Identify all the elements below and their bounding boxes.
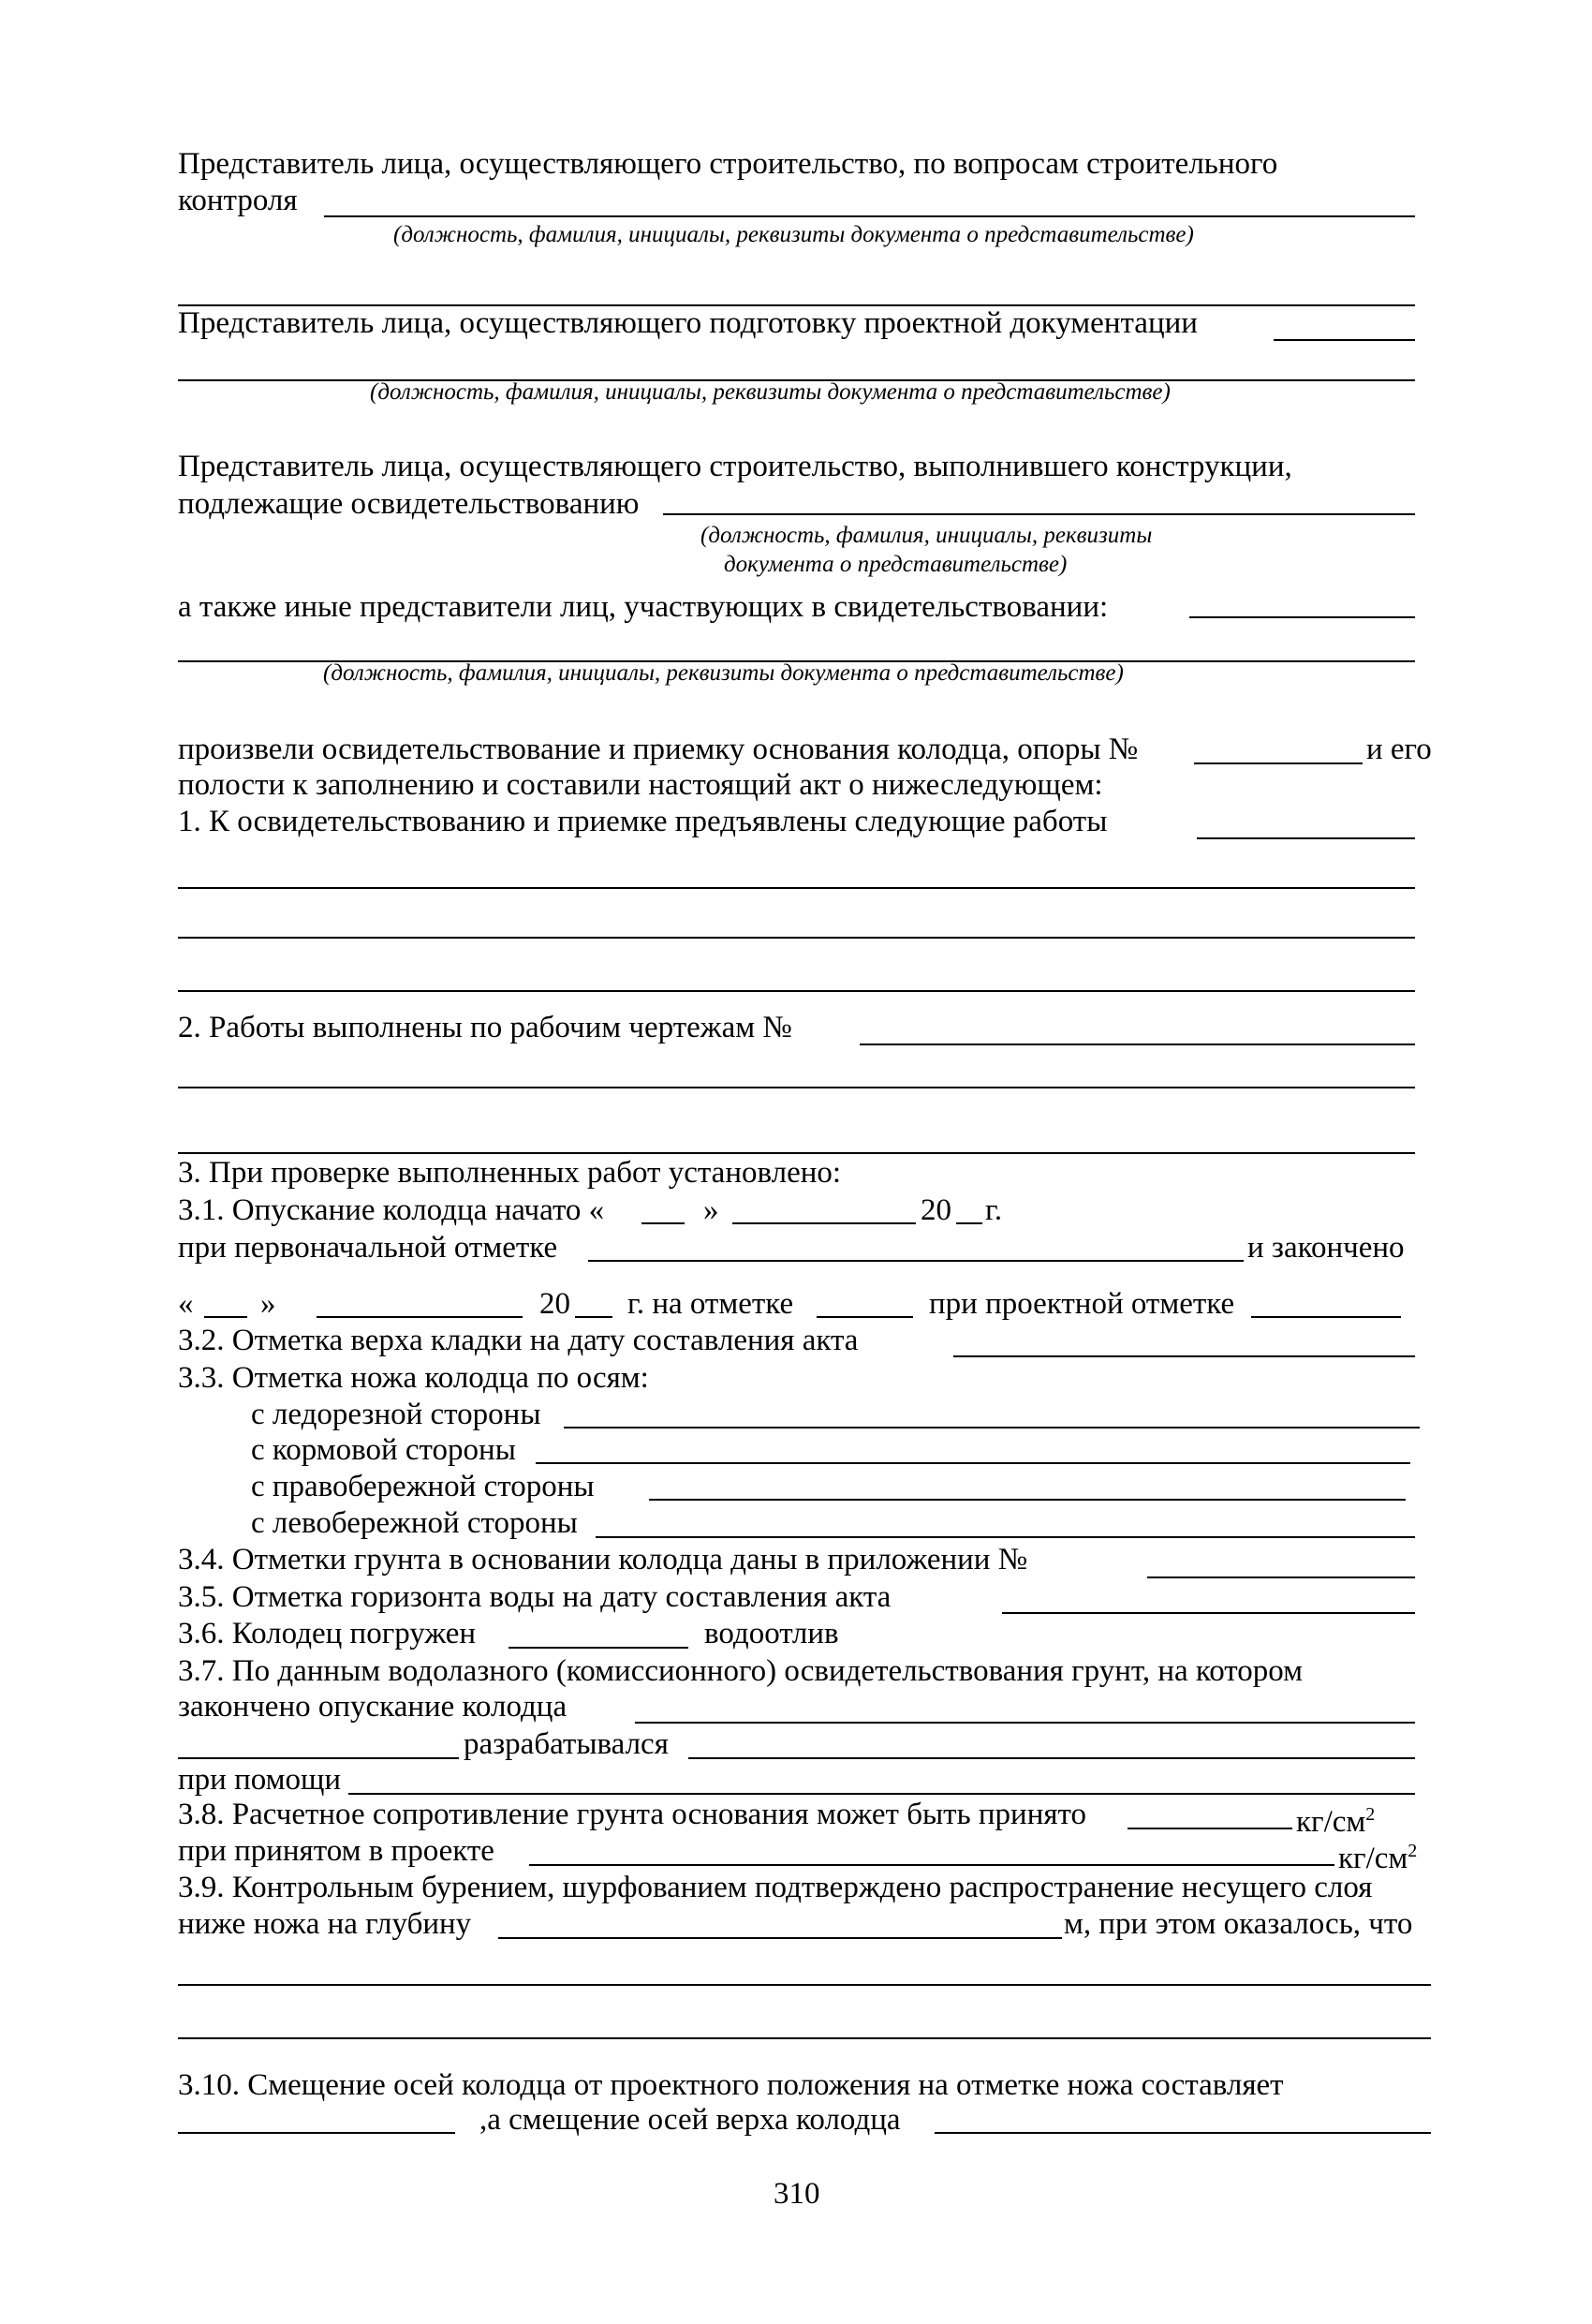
s3-1-design-mark: при проектной отметке <box>929 1287 1235 1321</box>
axis-offset-field[interactable] <box>178 2132 455 2134</box>
s3-7-line1: 3.7. По данным водолазного (комиссионного) освидетельствования грунт, на котором <box>178 1654 1304 1688</box>
end-month-field[interactable] <box>317 1316 523 1318</box>
intro-line1-end: и его <box>1366 733 1432 766</box>
water-level-field[interactable] <box>1002 1612 1415 1614</box>
item2-field-2[interactable] <box>178 1087 1415 1088</box>
s3-1-finished: и закончено <box>1247 1231 1405 1265</box>
initial-mark-field[interactable] <box>588 1260 1244 1262</box>
item2-label: 2. Работы выполнены по рабочим чертежам № <box>178 1011 792 1044</box>
s3-2-label: 3.2. Отметка верха кладки на дату составления акта <box>178 1324 859 1357</box>
rep-builder-line1: Представитель лица, осуществляющего строительство, по вопросам строительного <box>178 147 1278 181</box>
start-month-field[interactable] <box>732 1222 916 1224</box>
s3-1-g: г. <box>985 1193 1003 1227</box>
s3-10-line1: 3.10. Смещение осей колодца от проектного положения на отметке ножа составляет <box>178 2068 1284 2102</box>
rep-contractor-line2: подлежащие освидетельствованию <box>178 487 640 521</box>
rep-contractor-caption-1: (должность, фамилия, инициалы, реквизиты <box>700 523 1153 548</box>
depth-field[interactable] <box>498 1937 1062 1939</box>
rep-others-field[interactable] <box>1189 616 1415 618</box>
result-field[interactable] <box>178 1984 1431 1986</box>
rep-designer-caption: (должность, фамилия, инициалы, реквизиты документа о представительстве) <box>370 379 1171 405</box>
s3-1-close-quote: » <box>703 1193 719 1227</box>
item1-field[interactable] <box>1197 837 1415 839</box>
sinking-method-field[interactable] <box>509 1647 688 1649</box>
result-field-2[interactable] <box>178 2037 1431 2039</box>
page-number: 310 <box>774 2177 820 2211</box>
s3-1-line2: при первоначальной отметке <box>178 1231 558 1265</box>
soil-type-field[interactable] <box>635 1722 1415 1724</box>
development-method-field[interactable] <box>688 1757 1415 1759</box>
item3-heading: 3. При проверке выполненных работ установлено: <box>178 1156 842 1190</box>
rep-others-label: а также иные представители лиц, участвующих в свидетельствовании: <box>178 590 1109 624</box>
intro-line1 <box>178 731 1138 768</box>
end-mark-field[interactable] <box>817 1316 913 1318</box>
s3-7-developed: разрабатывался <box>464 1727 669 1761</box>
s3-3-side-2: с кормовой стороны <box>251 1433 516 1467</box>
stern-side-field[interactable] <box>536 1462 1410 1464</box>
rep-contractor-caption-2: документа о представительстве) <box>724 552 1068 577</box>
right-bank-side-field[interactable] <box>649 1499 1406 1501</box>
s3-6-dewatering: водоотлив <box>704 1617 839 1650</box>
rep-builder-line2: контроля <box>178 184 298 217</box>
rep-others-caption: (должность, фамилия, инициалы, реквизиты документа о представительстве) <box>323 660 1124 686</box>
s3-9-depth-label: ниже ножа на глубину <box>178 1907 472 1941</box>
item1-field-3[interactable] <box>178 937 1415 939</box>
intro-text: произвели освидетельствование и приемку основания колодца, опоры № <box>178 733 1139 766</box>
means-field[interactable] <box>348 1793 1415 1795</box>
rep-designer-label: Представитель лица, осуществляющего подготовку проектной документации <box>178 306 1198 340</box>
s3-5-label: 3.5. Отметка горизонта воды на дату составления акта <box>178 1580 892 1614</box>
s3-1-year-2: 20 <box>539 1287 570 1321</box>
rep-builder-caption: (должность, фамилия, инициалы, реквизиты документа о представительстве) <box>393 222 1194 247</box>
intro-line2: полости к заполнению и составили настоящий акт о нижеследующем: <box>178 768 1103 802</box>
s3-1-at-mark: г. на отметке <box>627 1287 794 1321</box>
s3-9-line1: 3.9. Контрольным бурением, шурфованием подтверждено распространение несущего слоя <box>178 1871 1373 1904</box>
project-resistance-field[interactable] <box>529 1864 1334 1866</box>
s3-7-by-means: при помощи <box>178 1763 342 1797</box>
s3-6-label: 3.6. Колодец погружен <box>178 1617 477 1650</box>
icebreaker-side-field[interactable] <box>564 1427 1420 1428</box>
start-year-field[interactable] <box>956 1222 982 1224</box>
unit-text: кг/см <box>1338 1842 1408 1875</box>
unit-sup: 2 <box>1365 1804 1376 1825</box>
appendix-number-field[interactable] <box>1147 1576 1415 1578</box>
masonry-top-field[interactable] <box>953 1355 1415 1357</box>
s3-8-project: при принятом в проекте <box>178 1834 494 1868</box>
item2-field[interactable] <box>860 1044 1415 1045</box>
s3-3-label: 3.3. Отметка ножа колодца по осям: <box>178 1361 649 1395</box>
s3-3-side-3: с правобережной стороны <box>251 1470 595 1503</box>
rep-contractor-line1: Представитель лица, осуществляющего строительство, выполнившего конструкции, <box>178 450 1292 483</box>
left-bank-side-field[interactable] <box>596 1536 1415 1538</box>
item1-field-4[interactable] <box>178 990 1415 992</box>
design-mark-field[interactable] <box>1251 1316 1401 1318</box>
end-day-field[interactable] <box>204 1316 247 1318</box>
s3-1-line1: 3.1. Опускание колодца начато « <box>178 1193 605 1227</box>
rep-contractor-field[interactable] <box>663 513 1415 515</box>
item1-label: 1. К освидетельствованию и приемке предъявлены следующие работы <box>178 805 1108 838</box>
support-number-field[interactable] <box>1194 762 1363 764</box>
start-day-field[interactable] <box>641 1222 685 1224</box>
item1-field-2[interactable] <box>178 887 1415 889</box>
rep-builder-field[interactable] <box>324 215 1415 217</box>
unit-text: кг/см <box>1296 1805 1366 1839</box>
s3-4-label: 3.4. Отметки грунта в основании колодца даны в приложении № <box>178 1543 1028 1576</box>
s3-9-result: м, при этом оказалось, что <box>1064 1907 1413 1941</box>
soil-type-field-2[interactable] <box>178 1757 459 1759</box>
s3-7-line2: закончено опускание колодца <box>178 1690 568 1724</box>
s3-8-label: 3.8. Расчетное сопротивление грунта основания может быть принято <box>178 1798 1087 1831</box>
s3-3-side-1: с ледорезной стороны <box>251 1398 541 1431</box>
s3-3-side-4: с левобережной стороны <box>251 1506 578 1540</box>
s3-10-line2: ,а смещение осей верха колодца <box>479 2103 901 2137</box>
unit-sup: 2 <box>1408 1841 1418 1861</box>
rep-designer-field[interactable] <box>1274 339 1415 341</box>
s3-1-close-quote-2: » <box>260 1287 276 1321</box>
s3-1-open-quote: « <box>178 1287 194 1321</box>
s3-1-year: 20 <box>921 1193 951 1227</box>
end-year-field[interactable] <box>575 1316 612 1318</box>
design-resistance-field[interactable] <box>1128 1828 1292 1829</box>
top-axis-offset-field[interactable] <box>935 2132 1431 2134</box>
